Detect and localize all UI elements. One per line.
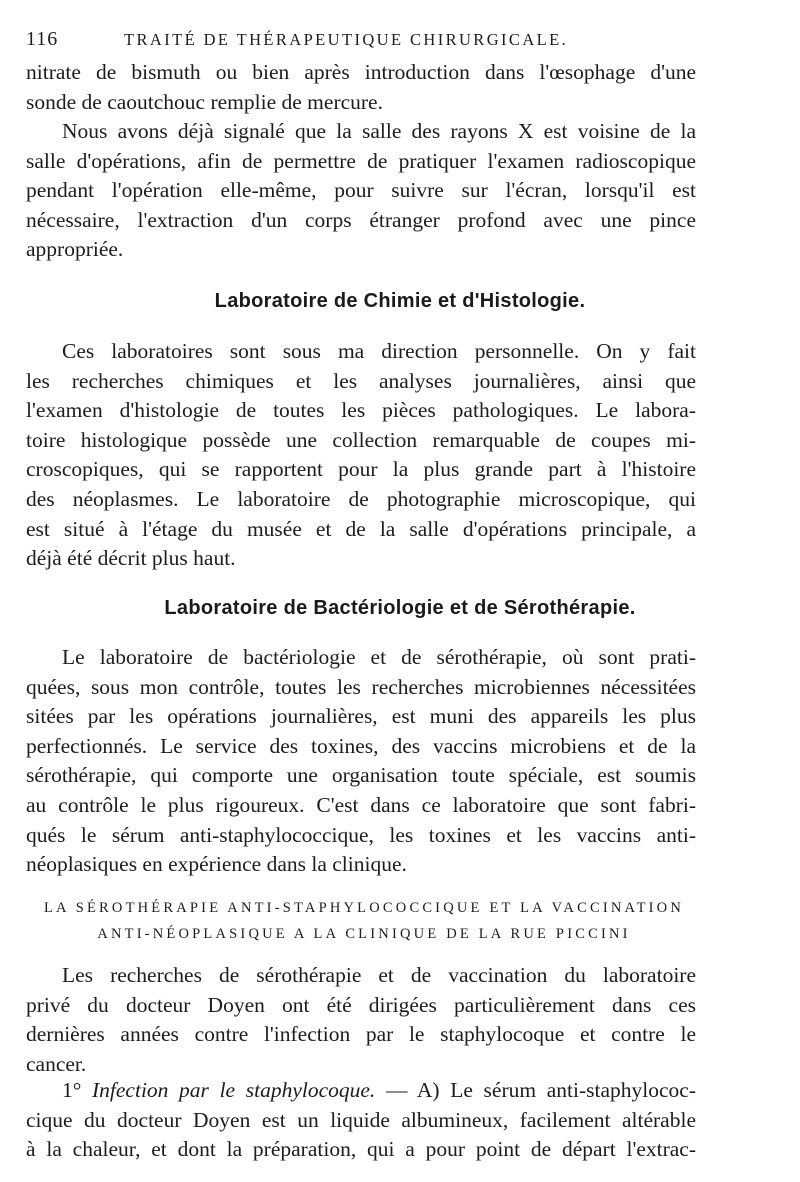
text-line: les recherches chimiques et les analyses journalières, ainsi que [26, 368, 696, 393]
running-title: TRAITÉ DE THÉRAPEUTIQUE CHIRURGICALE. [124, 30, 569, 49]
paragraph-laboratoire-bacteriologie [26, 643, 696, 880]
text-line: Ces laboratoires sont sous ma direction personnelle. On y fait [62, 339, 696, 363]
text-line: sérothérapie, qui comporte une organisation toute spéciale, est soumis [26, 763, 696, 788]
text-line: à la chaleur, et dont la préparation, qui a pour point de départ l'extrac- [26, 1137, 696, 1162]
paragraph-recherches-serotherapie [26, 961, 696, 1079]
text-line: l'examen d'histologie de toutes les pièces pathologiques. Le labora- [26, 398, 696, 423]
text-line: des néoplasmes. Le laboratoire de photographie microscopique, qui [26, 486, 696, 511]
text-line: salle d'opérations, afin de permettre de pratiquer l'examen radioscopique [26, 148, 696, 173]
text-line: perfectionnés. Le service des toxines, des vaccins microbiens et de la [26, 733, 696, 758]
text-line: Nous avons déjà signalé que la salle des rayons X est voisine de la [62, 119, 696, 143]
text-line: nitrate de bismuth ou bien après introduction dans l'œsophage d'une [26, 60, 696, 84]
text-line: sonde de caoutchouc remplie de mercure. [26, 89, 383, 114]
section-title-serotherapie [26, 895, 702, 947]
text-line: sitées par les opérations journalières, est muni des appareils les plus [26, 704, 696, 729]
text-line: néoplasiques en expérience dans la clinique. [26, 852, 407, 877]
paragraph-rayons-x [26, 117, 696, 265]
text-fragment: — A) Le sérum anti-staphylococ- [375, 1078, 696, 1102]
text-line [26, 1076, 696, 1106]
page-number: 116 [26, 28, 59, 50]
italic-subtitle: Infection par le staphylocoque. [92, 1078, 376, 1102]
text-line: pendant l'opération elle-même, pour suivre sur l'écran, lorsqu'il est [26, 178, 696, 203]
paragraph-bismuth [26, 58, 696, 117]
text-line: déjà été décrit plus haut. [26, 546, 236, 571]
text-line: nécessaire, l'extraction d'un corps étranger profond avec une pince [26, 207, 696, 232]
section-heading-chimie-histologie: Laboratoire de Chimie et d'Histologie. [214, 290, 586, 312]
text-line: privé du docteur Doyen ont été dirigées particulièrement dans ces [26, 992, 696, 1017]
text-line: qués le sérum anti-staphylococcique, les toxines et les vaccins anti- [26, 822, 696, 847]
text-line: Le laboratoire de bactériologie et de sérothérapie, où sont prati- [62, 645, 696, 669]
text-line: cique du docteur Doyen est un liquide albumineux, facilement altérable [26, 1107, 696, 1132]
section-title-line: ANTI-NÉOPLASIQUE A LA CLINIQUE DE LA RUE PICCINI [97, 926, 631, 942]
text-line: quées, sous mon contrôle, toutes les recherches microbiennes nécessitées [26, 674, 696, 699]
text-line: appropriée. [26, 237, 124, 262]
text-line: Les recherches de sérothérapie et de vaccination du laboratoire [62, 963, 696, 987]
text-line: au contrôle le plus rigoureux. C'est dans ce laboratoire que sont fabri- [26, 792, 696, 817]
running-header [26, 28, 716, 54]
text-line: croscopiques, qui se rapportent pour la plus grande part à l'histoire [26, 457, 696, 482]
text-line: cancer. [26, 1051, 87, 1076]
list-number: 1° [62, 1078, 92, 1102]
paragraph-laboratoires-chimie [26, 337, 696, 574]
text-line: est situé à l'étage du musée et de la salle d'opérations principale, a [26, 516, 696, 541]
text-line: toire histologique possède une collection remarquable de coupes mi- [26, 427, 696, 452]
section-title-line: LA SÉROTHÉRAPIE ANTI-STAPHYLOCOCCIQUE ET LA VACCINATION [43, 900, 685, 916]
paragraph-infection-staphylocoque [26, 1076, 696, 1165]
section-heading-bacteriologie: Laboratoire de Bactériologie et de Sérothérapie. [164, 597, 636, 619]
text-line: dernières années contre l'infection par le staphylocoque et contre le [26, 1022, 696, 1047]
